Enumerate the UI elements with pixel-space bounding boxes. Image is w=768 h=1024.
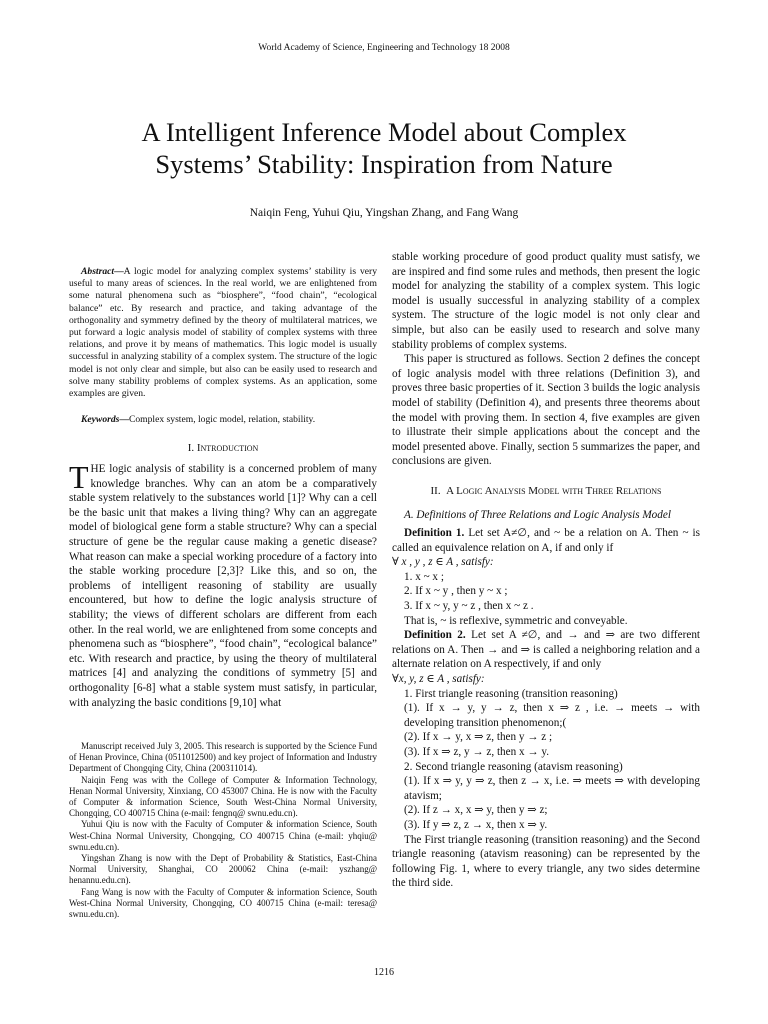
reasoning-rule: (3). If y ⇒ z, z → x, then x ⇒ y.	[404, 818, 548, 831]
reasoning-heading: 1. First triangle reasoning (transition reasoning)	[404, 687, 618, 700]
definition-text: Let set A≠∅, and ~ be a relation on A. Then ~ is called an equivalence relation on A, if and only if	[392, 527, 701, 554]
definition-1	[392, 526, 700, 555]
drop-cap: T	[69, 459, 89, 496]
definition-text: Let set A ≠∅, and → and ⇒ are two different relations on A. Then → and ⇒ is called a neighboring relation and a alternate relation on A respectively, if and only	[392, 629, 701, 671]
abstract-text: A logic model for analyzing complex systems’ stability is very useful to many areas of sciences. In the real world, we are enlightened from some natural phenomena such as “biosphere”, “food chain”, “ecological balance” etc. By research and practice, and taking advantage of the orthogonality and symmetry defined by the theory of multilateral matrices, we put forward a logic analysis model of stability of complex systems with three relations, and prove it by means of mathematics. This logic model is usually successful in analyzing stability of a complex system. The structure of the logic model is not only clear and simple, but also can be easily used to research and solve many stability problems of complex systems. As an application, some examples are given.	[69, 266, 377, 400]
section-number: II.	[430, 484, 441, 497]
left-column	[69, 250, 377, 710]
introduction-text: HE logic analysis of stability is a concerned problem of many knowledge branches. Why can an atom be a comparatively stable system relatively to the substances world [1]? Why can a cell be the basic unit that makes a living thing? Why can an aggregate model of biological gene form a stable structure? Why can a special structure of gene be the regular cause making a genetic disease? What reason can make a special working procedure of a factory into the stable working procedure [2,3]? Like this, and so on, the problems of intelligent reasoning of stability are usually encountered, but how to define the logic analysis structure of stability; the views of different scholars are different from each other. In the real world, we are enlightened from some concepts and phenomena such as “biosphere”, “food chain”, “ecological balance” etc. With research and practice, by using the theory of multilateral matrices [4] and analyzing the conditions of symmetry [5] and orthogonality [6-8] what a stable system must satisfy, in particular, with analyzing the basic conditions [9,10] what	[69, 463, 377, 709]
definition-2	[392, 628, 700, 672]
section-heading-introduction	[69, 441, 377, 456]
title-line-1: A Intelligent Inference Model about Complex	[141, 117, 627, 147]
subsection-heading: A. Definitions of Three Relations and Logic Analysis Model	[404, 508, 671, 521]
abstract-label: Abstract	[81, 266, 115, 277]
reasoning-rule: (2). If z → x, x ⇒ y, then y ⇒ z;	[404, 804, 548, 817]
footnote: Yingshan Zhang is now with the Dept of Probability & Statistics, East-China Normal University, Shanghai, CO 200062 China (e-mail: yszhang@ henannu.edu.cn).	[69, 853, 377, 886]
footnote: Fang Wang is now with the Faculty of Computer & information Science, South West-China Normal University, Chongqing, CO 400715 China (e-mail: teresa@ swnu.edu.cn).	[69, 886, 377, 920]
section-title: Introduction	[196, 442, 259, 455]
page-number: 1216	[374, 967, 394, 978]
list-item: 1. x ~ x ;	[404, 570, 444, 583]
reasoning-rule: (1). If x → y, y → z, then x ⇒ z , i.e. → meets → with developing transition phenomenon;(	[404, 702, 700, 729]
section-title: A Logic Analysis Model with Three Relations	[446, 484, 662, 497]
reasoning-heading: 2. Second triangle reasoning (atavism reasoning)	[404, 760, 623, 773]
keywords-text: Complex system, logic model, relation, stability.	[128, 414, 316, 426]
abstract	[69, 266, 377, 400]
list-item: 2. If x ~ y , then y ~ x ;	[404, 585, 508, 598]
list-item: 3. If x ~ y, y ~ z , then x ~ z .	[404, 600, 534, 613]
section-number: I.	[187, 442, 195, 455]
abstract-dash: —	[114, 266, 124, 277]
section-heading-logic-model	[392, 484, 700, 499]
closing-paragraph: The First triangle reasoning (transition reasoning) and the Second triangle reasoning (atavism reasoning) can be represented by the following Fig. 1, where to every triangle, any two sides determine the third side.	[392, 833, 700, 890]
definition-note: That is, ~ is reflexive, symmetric and conveyable.	[404, 614, 628, 627]
footnote: Manuscript received July 3, 2005. This research is supported by the Science Fund of Henan Province, China (0511012500) and key project of Information and Industry Department of Chongqing City, China (200311014).	[69, 741, 377, 774]
introduction-paragraph	[69, 459, 377, 710]
definition-label: Definition 1.	[404, 527, 465, 540]
running-head: World Academy of Science, Engineering and Technology 18 2008	[258, 43, 510, 53]
definition-label: Definition 2.	[404, 629, 466, 642]
author-list: Naiqin Feng, Yuhui Qiu, Yingshan Zhang, and Fang Wang	[249, 207, 519, 219]
footnote: Yuhui Qiu is now with the Faculty of Computer & information Science, South West-China Normal University, Chongqing, CO 400715 China (e-mail: yhqiu@ swnu.edu.cn).	[69, 819, 377, 852]
keywords	[69, 414, 377, 426]
quantifier-line: ∀ x , y , z ∈ A , satisfy:	[392, 556, 494, 569]
keywords-dash: —	[119, 414, 129, 426]
quantifier-line: ∀x, y, z ∈ A , satisfy:	[392, 673, 485, 686]
reasoning-rule: (1). If x ⇒ y, y ⇒ z, then z → x, i.e. ⇒ meets ⇒ with developing atavism;	[404, 775, 700, 802]
paper-title	[60, 116, 708, 180]
reasoning-rule: (2). If x → y, x ⇒ z, then y → z ;	[404, 731, 553, 744]
footnotes	[69, 741, 377, 920]
title-line-2: Systems’ Stability: Inspiration from Nature	[155, 149, 613, 179]
intro-continuation: stable working procedure of good product quality must satisfy, we are inspired and find some rules and methods, then present the logic model for analyzing the stability of a complex system. This logic model is usually successful in analyzing stability of a complex system. The structure of the logic model is not only clear and simple, but also can be easily used to research and solve many stability problems of complex systems.	[392, 251, 700, 351]
footnote: Naiqin Feng was with the College of Computer & Information Technology, Henan Normal University, Xinxiang, CO 453007 China. He is now with the Faculty of Computer & information Science, South West-China Normal University, Chongqing, CO 400715 China (e-mail: fengnq@ swnu.edu.cn).	[69, 774, 377, 819]
reasoning-rule: (3). If x ⇒ z, y → z, then x → y.	[404, 746, 550, 758]
paper-structure-paragraph: This paper is structured as follows. Section 2 defines the concept of logic analysis model with three relations (Definition 3), and proves three basic properties of it. Section 3 builds the logic analysis model of stability (Definition 4), and presents three theorems about the model with proving them. In section 4, five examples are given to illustrate their simple applications about the concept and the model presented above. Finally, section 5 summarizes the paper, and conclusions are given.	[392, 353, 700, 468]
right-column	[392, 250, 700, 891]
keywords-label: Keywords	[81, 414, 120, 426]
